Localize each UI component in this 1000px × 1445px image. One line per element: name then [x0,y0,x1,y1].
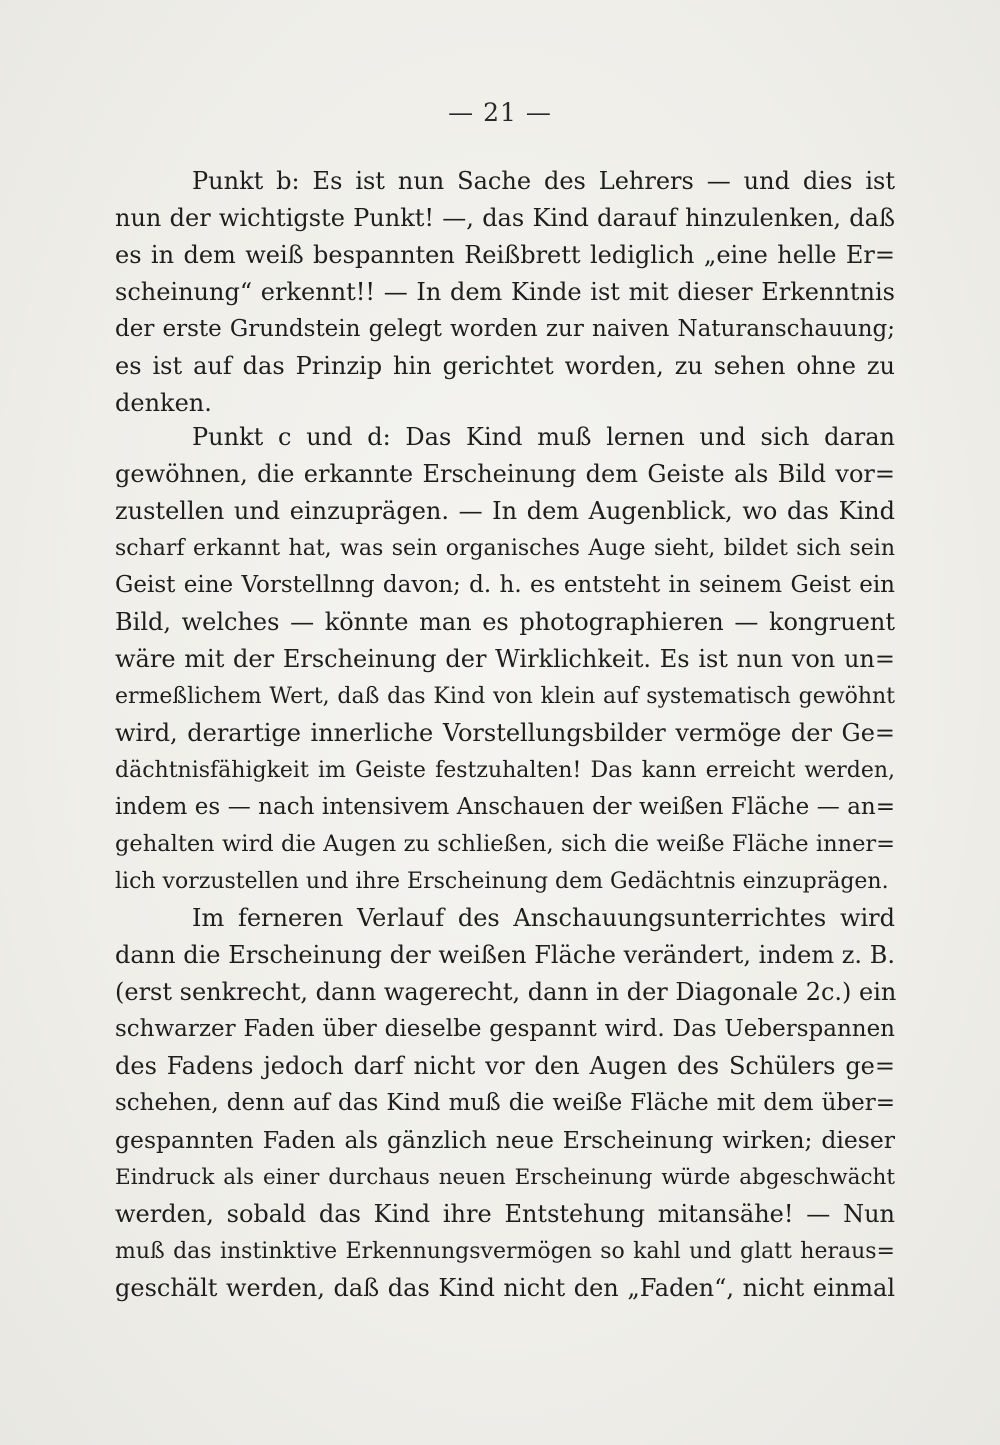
text-line: es ist auf das Prinzip hin gerichtet worden, zu sehen ohne zu [115,352,895,380]
paragraph-punkt-b [115,163,895,422]
text-line: wird, derartige innerliche Vorstellungsbilder vermöge der Ge= [115,719,895,747]
text-line: nun der wichtigste Punkt! —, das Kind darauf hinzulenken, daß [115,204,895,232]
text-line: des Fadens jedoch darf nicht vor den Augen des Schülers ge= [115,1052,895,1080]
text-line: Im ferneren Verlauf des Anschauungsunterrichtes wird [192,904,895,932]
text-line: schwarzer Faden über dieselbe gespannt wird. Das Ueberspannen [115,1016,895,1042]
text-line: muß das instinktive Erkennungsvermögen so kahl und glatt heraus= [115,1239,895,1264]
text-line: Punkt b: Es ist nun Sache des Lehrers — und dies ist [192,167,895,195]
text-line: Geist eine Vorstellnng davon; d. h. es entsteht in seinem Geist ein [115,572,895,598]
text-line: ermeßlichem Wert, daß das Kind von klein auf systematisch gewöhnt [115,684,895,709]
text-line: zustellen und einzuprägen. — In dem Augenblick, wo das Kind [115,497,895,525]
text-line: gespannten Faden als gänzlich neue Erscheinung wirken; dieser [115,1126,895,1154]
text-line: werden, sobald das Kind ihre Entstehung mitansähe! — Nun [115,1200,895,1228]
paragraph-punkt-c-d [115,419,895,900]
paragraph-anschauungsunterricht [115,900,895,1307]
text-line: scheinung“ erkennt!! — In dem Kinde ist mit dieser Erkenntnis [115,278,895,306]
text-line: gewöhnen, die erkannte Erscheinung dem Geiste als Bild vor= [115,460,895,488]
text-line: indem es — nach intensivem Anschauen der weißen Fläche — an= [115,794,895,820]
text-line: (erst senkrecht, dann wagerecht, dann in der Diagonale 2c.) ein [115,978,897,1006]
text-line: der erste Grundstein gelegt worden zur naiven Naturanschauung; [115,316,895,342]
text-line: schehen, denn auf das Kind muß die weiße Fläche mit dem über= [115,1090,895,1116]
text-line: Eindruck als einer durchaus neuen Erscheinung würde abgeschwächt [115,1165,895,1190]
text-line: Bild, welches — könnte man es photographieren — kongruent [115,608,895,636]
text-line: scharf erkannt hat, was sein organisches Auge sieht, bildet sich sein [115,536,895,561]
text-line: gehalten wird die Augen zu schließen, sich die weiße Fläche inner= [115,831,895,857]
text-line: dann die Erscheinung der weißen Fläche verändert, indem z. B. [115,941,895,969]
text-line: denken. [115,389,212,417]
text-line: lich vorzustellen und ihre Erscheinung dem Gedächtnis einzuprägen. [115,869,889,894]
text-line: wäre mit der Erscheinung der Wirklichkeit. Es ist nun von un= [115,645,895,673]
text-line: geschält werden, daß das Kind nicht den „Faden“, nicht einmal [115,1274,895,1302]
text-line: es in dem weiß bespannten Reißbrett lediglich „eine helle Er= [115,241,895,269]
text-line: Punkt c und d: Das Kind muß lernen und sich daran [192,423,895,451]
text-line: dächtnisfähigkeit im Geiste festzuhalten! Das kann erreicht werden, [115,758,895,783]
page-number: — 21 — [448,98,552,127]
